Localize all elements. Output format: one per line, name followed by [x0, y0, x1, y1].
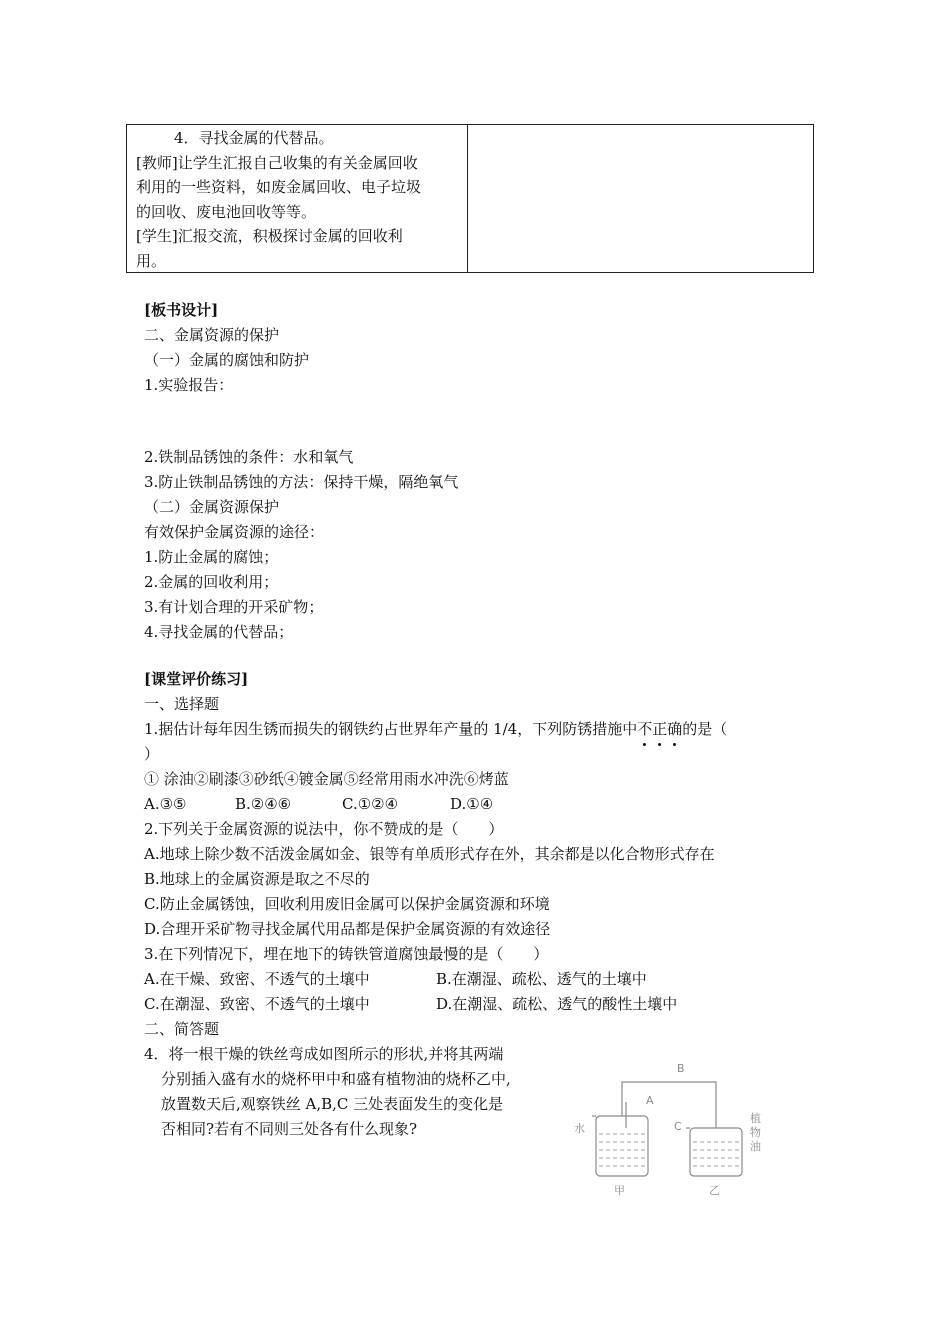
figure-label-b: B [677, 1062, 685, 1075]
table-right-cell [468, 125, 813, 272]
board-line: 3.防止铁制品锈蚀的方法：保持干燥，隔绝氧气 [144, 473, 459, 491]
beaker-experiment-figure [566, 1058, 766, 1200]
figure-label-oil: 物 [750, 1126, 761, 1139]
board-line: 1.防止金属的腐蚀； [144, 548, 279, 566]
option-c: C.①②④ [342, 795, 399, 813]
board-line: （一）金属的腐蚀和防护 [144, 351, 310, 369]
table-line: 4．寻找金属的代替品。 [174, 129, 334, 147]
figure-label-water: 水 [574, 1122, 585, 1135]
spacer [144, 645, 824, 667]
question-4-line: 分别插入盛有水的烧杯甲中和盛有植物油的烧杯乙中, [161, 1070, 511, 1088]
board-heading: [板书设计] [144, 301, 219, 319]
option-c: C.在潮湿、致密、不透气的土壤中 [144, 995, 370, 1013]
question-4-line: 否相同?若有不同则三处各有什么现象? [161, 1120, 418, 1138]
option-d: D.①④ [450, 795, 494, 813]
table-line: 的回收、废电池回收等等。 [136, 202, 317, 221]
option-b: B.②④⑥ [235, 795, 292, 813]
option-a: A.在干燥、致密、不透气的土壤中 [144, 970, 370, 988]
board-line: 3.有计划合理的开采矿物； [144, 598, 324, 616]
board-line: 2.铁制品锈蚀的条件：水和氧气 [144, 448, 354, 466]
option-d: D.合理开采矿物寻找金属代用品都是保护金属资源的有效途径 [144, 920, 551, 938]
option-b: B.地球上的金属资源是取之不尽的 [144, 870, 370, 888]
question-3-options-cd [144, 992, 824, 1017]
emphasis-char: 正 [652, 717, 667, 742]
figure-label-oil: 植 [750, 1112, 761, 1125]
question-4-line: 4．将一根干燥的铁丝弯成如图所示的形状,并将其两端 [144, 1045, 504, 1063]
document-body [144, 298, 824, 1142]
board-line: 4.寻找金属的代替品； [144, 623, 294, 641]
question-text: 1.据估计每年因生锈而损失的钢铁约占世界年产量的 1/4，下列防锈措施中 [144, 720, 638, 738]
question-3-options-ab [144, 967, 824, 992]
question-1-close: ） [144, 745, 160, 763]
option-a: A.③⑤ [144, 795, 187, 813]
option-d: D.在潮湿、疏松、透气的酸性土壤中 [436, 995, 678, 1013]
question-4-line: 放置数天后,观察铁丝 A,B,C 三处表面发生的变化是 [161, 1095, 504, 1113]
table-line: 用。 [136, 251, 167, 270]
lesson-table [126, 124, 814, 273]
board-line: 二、金属资源的保护 [144, 326, 280, 344]
question-1-options [144, 792, 824, 817]
option-a: A.地球上除少数不活泼金属如金、银等有单质形式存在外，其余都是以化合物形式存在 [144, 845, 715, 863]
table-left-cell [127, 125, 468, 272]
board-line: 1.实验报告： [144, 376, 234, 394]
emphasis-char: 不 [637, 717, 652, 742]
section-title: 二、简答题 [144, 1020, 220, 1038]
question-1-stem [144, 717, 824, 742]
table-line: [教师]让学生汇报自己收集的有关金属回收 [136, 153, 418, 172]
board-line: 有效保护金属资源的途径： [144, 523, 325, 541]
question-text: 的是（ [682, 720, 728, 738]
table-line: [学生]汇报交流，积极探讨金属的回收利 [136, 227, 403, 246]
table-line: 利用的一些资料，如废金属回收、电子垃圾 [136, 178, 422, 197]
option-b: B.在潮湿、疏松、透气的土壤中 [436, 970, 647, 988]
question-1-items: ① 涂油②刷漆③砂纸④镀金属⑤经常用雨水冲洗⑥烤蓝 [144, 770, 509, 788]
question-2-stem: 2.下列关于金属资源的说法中，你不赞成的是（ ） [144, 820, 504, 838]
emphasis-char: 确 [667, 717, 682, 742]
board-line: 2.金属的回收利用； [144, 573, 279, 591]
figure-label-a: A [646, 1094, 654, 1107]
figure-label-oil: 油 [750, 1140, 761, 1153]
spacer [144, 398, 824, 445]
question-3-stem: 3.在下列情况下，埋在地下的铸铁管道腐蚀最慢的是（ ） [144, 945, 549, 963]
figure-label-yi: 乙 [709, 1184, 720, 1197]
option-c: C.防止金属锈蚀，回收利用废旧金属可以保护金属资源和环境 [144, 895, 550, 913]
section-title: 一、选择题 [144, 695, 220, 713]
exercise-heading: [课堂评价练习] [144, 670, 249, 688]
board-line: （二）金属资源保护 [144, 498, 280, 516]
figure-label-c: C [674, 1120, 682, 1133]
figure-label-jia: 甲 [614, 1184, 625, 1197]
